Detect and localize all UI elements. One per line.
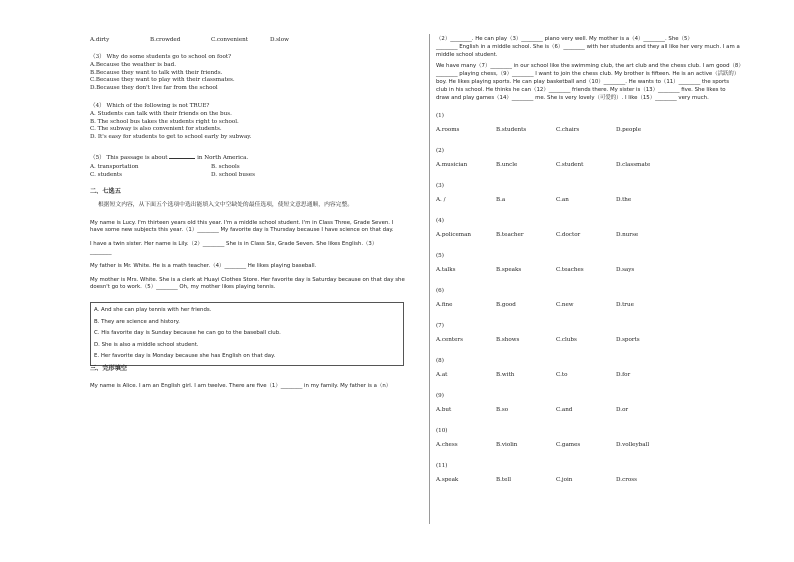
option-a[interactable]: A. /	[436, 197, 446, 204]
question-block	[436, 392, 768, 427]
option-c[interactable]: C.teaches	[556, 267, 584, 274]
passage-line: ________	[90, 248, 112, 255]
question-block	[436, 112, 768, 147]
option-d[interactable]: D.classmate	[616, 162, 651, 169]
option-b[interactable]: B.violin	[496, 442, 518, 449]
options-row	[436, 336, 768, 344]
passage-line: My name is Alice. I am an English girl. I am twelve. There are five（1）________ in my family. My father is a（n）	[90, 382, 392, 389]
question-number: (6)	[436, 288, 444, 295]
passage-line: club in his school. He thinks he can（12）________ friends there. My sister is（13）________ five. She likes to	[436, 86, 726, 93]
q3-option-c[interactable]: C.Because they want to play with their classmates.	[90, 77, 235, 84]
q5-stem-after: in North America.	[197, 154, 249, 161]
options-row	[436, 406, 768, 414]
question-number: (10)	[436, 428, 448, 435]
option-b[interactable]: B.uncle	[496, 162, 518, 169]
choice-e[interactable]: E. Her favorite day is Monday because she has English on that day.	[94, 353, 276, 360]
q4-option-a[interactable]: A. Students can talk with their friends on the bus.	[90, 110, 232, 117]
passage-line: doesn't go to work.（5）________ Oh, my mother likes playing tennis.	[90, 284, 276, 291]
passage-line: I have a twin sister. Her name is Lily.（2）________ She is in Class Six, Grade Seven. She likes English.（3）	[90, 241, 378, 248]
options-row	[436, 161, 768, 169]
question-block	[436, 217, 768, 252]
question-block	[436, 147, 768, 182]
question-5-stem	[90, 152, 422, 163]
choice-c[interactable]: C. His favorite day is Sunday because he can go to the baseball club.	[94, 330, 281, 337]
option-a[interactable]: A.centers	[436, 337, 463, 344]
question-number: (9)	[436, 393, 444, 400]
option-c[interactable]: C.doctor	[556, 232, 581, 239]
option-b[interactable]: B.good	[496, 302, 516, 309]
option-a[interactable]: A.fine	[436, 302, 453, 309]
option-d[interactable]: D.slow	[270, 37, 289, 43]
q4-option-d[interactable]: D. It's easy for students to get to school early by subway.	[90, 134, 252, 141]
q5-options-row-2	[90, 171, 422, 179]
q5-option-c[interactable]: C. students	[90, 171, 122, 178]
question-block	[436, 287, 768, 322]
q5-option-b[interactable]: B. schools	[211, 163, 240, 170]
option-c[interactable]: C.an	[556, 197, 569, 204]
question-number: (1)	[436, 113, 444, 120]
option-b[interactable]: B.so	[496, 407, 509, 414]
left-column	[90, 36, 422, 390]
choice-b[interactable]: B. They are science and history.	[94, 318, 180, 325]
section-2-instruction: 根据短文内容，从下面五个选项中选出能填入文中空缺处的最佳选项，使短文意思通顺，内容完整。	[98, 201, 354, 208]
option-b[interactable]: B.shows	[496, 337, 520, 344]
option-c[interactable]: C.to	[556, 372, 568, 379]
section-3-title: 三、完形填空	[90, 364, 128, 372]
question-block	[436, 462, 768, 497]
question-block	[436, 357, 768, 392]
q5-stem-before: （5） This passage is about	[90, 154, 168, 161]
section-2-title: 二、七选五	[90, 187, 121, 195]
option-d[interactable]: D.volleyball	[616, 442, 650, 449]
options-row	[436, 441, 768, 449]
option-b[interactable]: B.students	[496, 127, 527, 134]
column-divider	[429, 34, 430, 524]
option-d[interactable]: D.or	[616, 407, 629, 414]
options-row	[436, 266, 768, 274]
option-b[interactable]: B.speaks	[496, 267, 522, 274]
passage-line: draw and play games（14）________ me. She is very lovely（可爱的）. I like（15）________ very much.	[436, 94, 709, 101]
choice-a[interactable]: A. And she can play tennis with her friends.	[94, 307, 212, 314]
passage-line: My father is Mr. White. He is a math teacher.（4）________ He likes playing baseball.	[90, 262, 317, 269]
option-c[interactable]: C.games	[556, 442, 581, 449]
question-number: (7)	[436, 323, 444, 330]
question-options-top	[90, 36, 422, 44]
options-row	[436, 196, 768, 204]
option-b[interactable]: B.with	[496, 372, 515, 379]
q4-option-b[interactable]: B. The school bus takes the students right to school.	[90, 118, 239, 125]
option-c[interactable]: C.chairs	[556, 127, 580, 134]
option-a[interactable]: A.talks	[436, 267, 456, 274]
answer-blank[interactable]	[169, 152, 195, 159]
option-d[interactable]: D.the	[616, 197, 632, 204]
question-number: (3)	[436, 183, 444, 190]
option-b[interactable]: B.teacher	[496, 232, 524, 239]
q3-option-a[interactable]: A.Because the weather is bad.	[90, 61, 176, 68]
passage-line: middle school student.	[436, 51, 498, 58]
option-d[interactable]: D.sports	[616, 337, 640, 344]
passage-line: My mother is Mrs. White. She is a clerk at Huayi Clothes Store. Her favorite day is Saturday because on that day she	[90, 276, 405, 283]
option-c[interactable]: C.student	[556, 162, 584, 169]
question-number: (4)	[436, 218, 444, 225]
option-d[interactable]: D.nurse	[616, 232, 639, 239]
options-row	[436, 476, 768, 484]
option-b[interactable]: B.tell	[496, 477, 512, 484]
question-block	[436, 427, 768, 462]
q4-option-c[interactable]: C. The subway is also convenient for students.	[90, 126, 222, 133]
question-4-stem: （4） Which of the following is not TRUE?	[90, 102, 210, 109]
passage-line: （2）________. He can play（3）________ piano very well. My mother is a（4）________. She（5）	[436, 36, 693, 42]
question-3-stem: （3） Why do some students go to school on foot?	[90, 54, 232, 60]
options-row	[436, 371, 768, 379]
question-number: (8)	[436, 358, 444, 365]
question-list	[436, 112, 768, 497]
q5-option-a[interactable]: A. transportation	[90, 163, 139, 170]
options-row	[436, 126, 768, 134]
option-d[interactable]: D.cross	[616, 477, 637, 484]
q3-option-b[interactable]: B.Because they want to talk with their friends.	[90, 69, 223, 76]
option-c[interactable]: C.convenient	[211, 37, 248, 43]
option-d[interactable]: D.says	[616, 267, 635, 274]
option-a[interactable]: A.rooms	[436, 127, 460, 134]
choice-d[interactable]: D. She is also a middle school student.	[94, 341, 199, 348]
option-b[interactable]: B.a	[496, 197, 506, 204]
option-b[interactable]: B.crowded	[150, 37, 181, 43]
question-block	[436, 182, 768, 217]
q5-options-row-1	[90, 163, 422, 171]
option-a[interactable]: A.musician	[436, 162, 468, 169]
passage-line: boy. He likes playing sports. He can play basketball and（10）________. He wants to（11）________ the sports	[436, 78, 730, 85]
question-number: (2)	[436, 148, 444, 155]
option-a[interactable]: A.chess	[436, 442, 458, 449]
option-c[interactable]: C.join	[556, 477, 573, 484]
option-c[interactable]: C.new	[556, 302, 574, 309]
options-row	[436, 301, 768, 309]
option-a[interactable]: A.policeman	[436, 232, 472, 239]
option-c[interactable]: C.clubs	[556, 337, 577, 344]
passage-line: My name is Lucy. I'm thirteen years old this year. I'm a middle school student. I'm in Class Three, Grade Seven. I	[90, 219, 394, 226]
question-block	[436, 252, 768, 287]
option-a[interactable]: A.speak	[436, 477, 459, 484]
option-d[interactable]: D.true	[616, 302, 634, 309]
options-row	[436, 231, 768, 239]
right-column	[436, 36, 768, 497]
option-a[interactable]: A.but	[436, 407, 452, 414]
question-block	[436, 322, 768, 357]
question-number: (5)	[436, 253, 444, 260]
passage-line: ________ English in a middle school. She is（6）________ with her students and they all like her very much. I am a	[436, 43, 740, 50]
passage-line: ________ playing chess,（9）________ I want to join the chess club. My brother is fifteen. He is an active（活跃的）	[436, 71, 740, 78]
q5-option-d[interactable]: D. school buses	[211, 171, 255, 178]
option-a[interactable]: A.dirty	[90, 37, 110, 43]
option-a[interactable]: A.at	[436, 372, 448, 379]
passage-line: We have many（7）________ in our school like the swimming club, the art club and the chess club. I am good（8）	[436, 63, 744, 70]
passage-line: have some new subjects this year.（1）________ My favorite day is Thursday because I have science on that day.	[90, 227, 394, 234]
q3-option-d[interactable]: D.Because they don't live far from the school	[90, 85, 218, 92]
options-box	[90, 302, 404, 366]
question-number: (11)	[436, 463, 448, 470]
option-c[interactable]: C.and	[556, 407, 573, 414]
option-d[interactable]: D.people	[616, 127, 642, 134]
option-d[interactable]: D.for	[616, 372, 631, 379]
